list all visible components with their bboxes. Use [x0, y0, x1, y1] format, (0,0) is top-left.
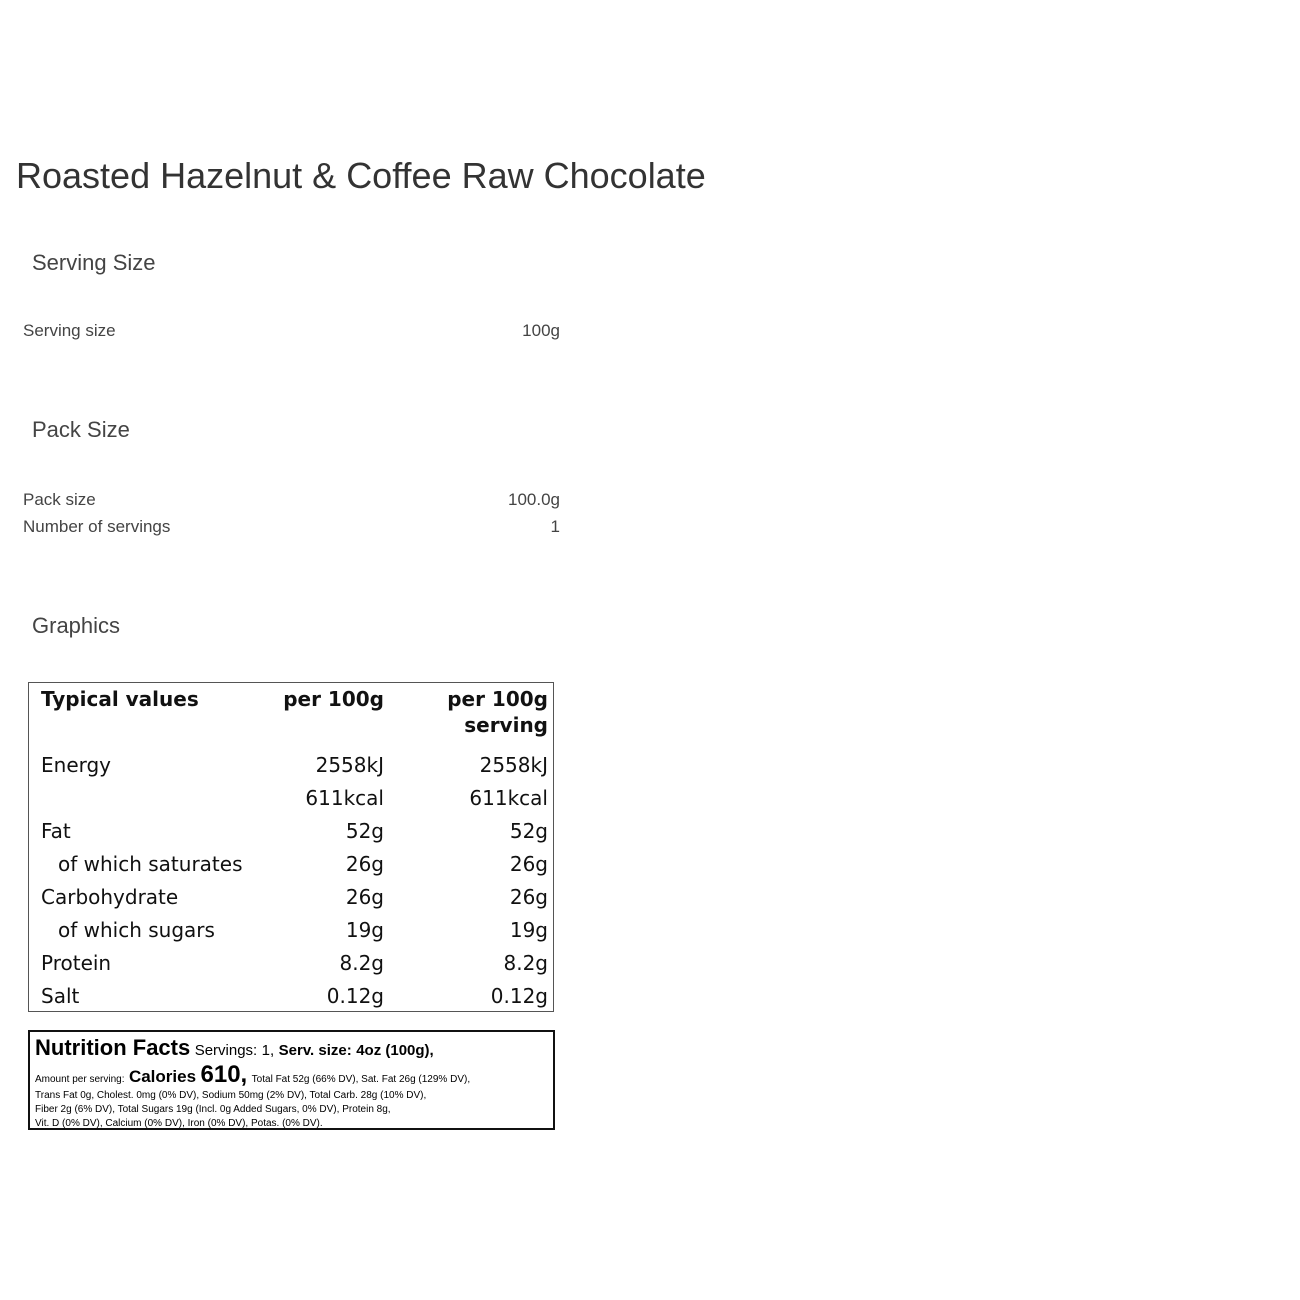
pack-size-heading: Pack Size [32, 417, 130, 442]
nutrition-facts-header-line [35, 1035, 548, 1064]
calories-label: Calories [128, 1067, 197, 1086]
graphics-heading: Graphics [32, 613, 121, 638]
per-serving-header-line2: serving [464, 713, 548, 737]
serving-size-value: 100g [522, 321, 560, 340]
table-row-per100: 2558kJ [315, 753, 384, 777]
number-of-servings-row [23, 517, 560, 537]
nutrition-facts-label [28, 1030, 555, 1130]
page-title: Roasted Hazelnut & Coffee Raw Chocolate [16, 155, 706, 196]
number-of-servings-value: 1 [550, 517, 560, 536]
table-row-label: Salt [41, 984, 80, 1008]
table-row-perserving: 2558kJ [479, 753, 548, 777]
table-row-label: Fat [41, 819, 71, 843]
nutrition-facts-title: Nutrition Facts [35, 1035, 191, 1060]
table-row-perserving: 611kcal [469, 786, 548, 810]
table-row-label: of which saturates [58, 852, 243, 876]
typical-values-table [28, 682, 554, 1012]
table-row-perserving: 52g [509, 819, 548, 843]
table-row-label: Carbohydrate [41, 885, 179, 909]
pack-size-value: 100.0g [508, 490, 560, 509]
table-row-per100: 0.12g [326, 984, 384, 1008]
per-serving-header-line1: per 100g [447, 687, 548, 711]
serving-size-row [23, 321, 560, 341]
table-row-per100: 52g [345, 819, 384, 843]
nutrients-line-3: Vit. D (0% DV), Calcium (0% DV), Iron (0% DV), Potas. (0% DV). [35, 1118, 323, 1129]
table-row-perserving: 8.2g [503, 951, 548, 975]
calories-value: 610, [200, 1061, 248, 1088]
serv-size-value: 4oz (100g), [356, 1042, 434, 1059]
table-row-per100: 8.2g [339, 951, 384, 975]
table-row-per100: 19g [345, 918, 384, 942]
table-row-per100: 26g [345, 885, 384, 909]
calories-line [35, 1061, 548, 1089]
table-row-label: Protein [41, 951, 112, 975]
nutrients-line-1: Trans Fat 0g, Cholest. 0mg (0% DV), Sodium 50mg (2% DV), Total Carb. 28g (10% DV), [35, 1090, 427, 1101]
servings-value: 1, [261, 1042, 275, 1059]
table-row-perserving: 0.12g [490, 984, 548, 1008]
table-row-perserving: 26g [509, 852, 548, 876]
nutrients-line-2: Fiber 2g (6% DV), Total Sugars 19g (Incl. 0g Added Sugars, 0% DV), Protein 8g, [35, 1104, 391, 1115]
table-row-per100: 611kcal [305, 786, 384, 810]
serving-size-heading: Serving Size [32, 250, 156, 275]
amount-per-serving-label: Amount per serving: [35, 1074, 125, 1085]
table-row-label: of which sugars [58, 918, 215, 942]
typical-values-header: Typical values [41, 687, 199, 711]
serving-size-label: Serving size [23, 321, 116, 340]
table-row-perserving: 19g [509, 918, 548, 942]
pack-size-row [23, 490, 560, 510]
number-of-servings-label: Number of servings [23, 517, 171, 536]
table-row-label: Energy [41, 753, 112, 777]
pack-size-label: Pack size [23, 490, 96, 509]
fat-line: Total Fat 52g (66% DV), Sat. Fat 26g (129% DV), [251, 1074, 471, 1085]
servings-label: Servings: [194, 1042, 258, 1059]
serv-size-label: Serv. size: [278, 1042, 352, 1059]
table-row-per100: 26g [345, 852, 384, 876]
table-row-perserving: 26g [509, 885, 548, 909]
per-100g-header: per 100g [283, 687, 384, 711]
